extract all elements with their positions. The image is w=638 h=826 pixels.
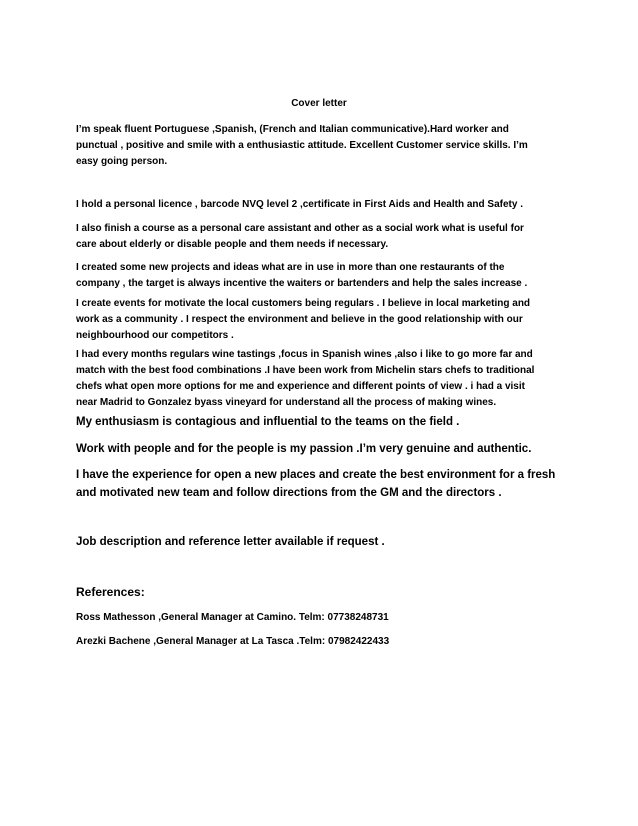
events-line: neighbourhood our competitors . <box>76 330 234 341</box>
title-text: Cover letter <box>291 98 347 109</box>
course-paragraph <box>76 221 566 253</box>
reference-2 <box>76 634 566 650</box>
course-line: care about elderly or disable people and them needs if necessary. <box>76 239 389 250</box>
intro-line: easy going person. <box>76 156 168 167</box>
passion-line: Work with people and for the people is my passion .I’m very genuine and authentic. <box>76 443 532 455</box>
passion-paragraph <box>76 440 566 458</box>
wine-line: chefs what open more options for me and experience and different points of view . i had a visit <box>76 381 525 392</box>
wine-line: I had every months regulars wine tastings ,focus in Spanish wines ,also i like to go more far and <box>76 349 533 360</box>
course-line: I also finish a course as a personal care assistant and other as a social work what is useful for <box>76 223 524 234</box>
enthusiasm-line: My enthusiasm is contagious and influential to the teams on the field . <box>76 416 460 428</box>
experience-line: I have the experience for open a new places and create the best environment for a fresh <box>76 469 556 481</box>
experience-line: and motivated new team and follow directions from the GM and the directors . <box>76 487 502 499</box>
events-line: work as a community . I respect the environment and believe in the good relationship with our <box>76 314 523 325</box>
reference-1-text: Ross Mathesson ,General Manager at Camino. Telm: 07738248731 <box>76 612 389 623</box>
wine-line: near Madrid to Gonzalez byass vineyard for understand all the process of making wines. <box>76 397 497 408</box>
references-heading-text: References: <box>76 585 145 599</box>
projects-paragraph <box>76 260 566 292</box>
document-title <box>0 98 638 109</box>
projects-line: I created some new projects and ideas what are in use in more than one restaurants of the <box>76 262 505 273</box>
projects-line: company , the target is always incentive the waiters or bartenders and help the sales increase . <box>76 278 528 289</box>
intro-line: I’m speak fluent Portuguese ,Spanish, (French and Italian communicative).Hard worker and <box>76 124 509 135</box>
job-description-paragraph <box>76 533 566 551</box>
licence-paragraph <box>76 197 566 213</box>
licence-line: I hold a personal licence , barcode NVQ level 2 ,certificate in First Aids and Health and Safety . <box>76 199 523 210</box>
experience-paragraph <box>76 466 566 502</box>
intro-line: punctual , positive and smile with a enthusiastic attitude. Excellent Customer service skills. I’m <box>76 140 528 151</box>
intro-paragraph <box>76 122 566 170</box>
events-paragraph <box>76 296 566 344</box>
enthusiasm-paragraph <box>76 413 566 431</box>
events-line: I create events for motivate the local customers being regulars . I believe in local marketing and <box>76 298 531 309</box>
reference-1 <box>76 610 566 626</box>
wine-paragraph <box>76 347 566 411</box>
job-description-line: Job description and reference letter available if request . <box>76 536 385 548</box>
reference-2-text: Arezki Bachene ,General Manager at La Tasca .Telm: 07982422433 <box>76 636 390 647</box>
references-heading <box>76 584 566 600</box>
wine-line: match with the best food combinations .I have been work from Michelin stars chefs to traditional <box>76 365 535 376</box>
